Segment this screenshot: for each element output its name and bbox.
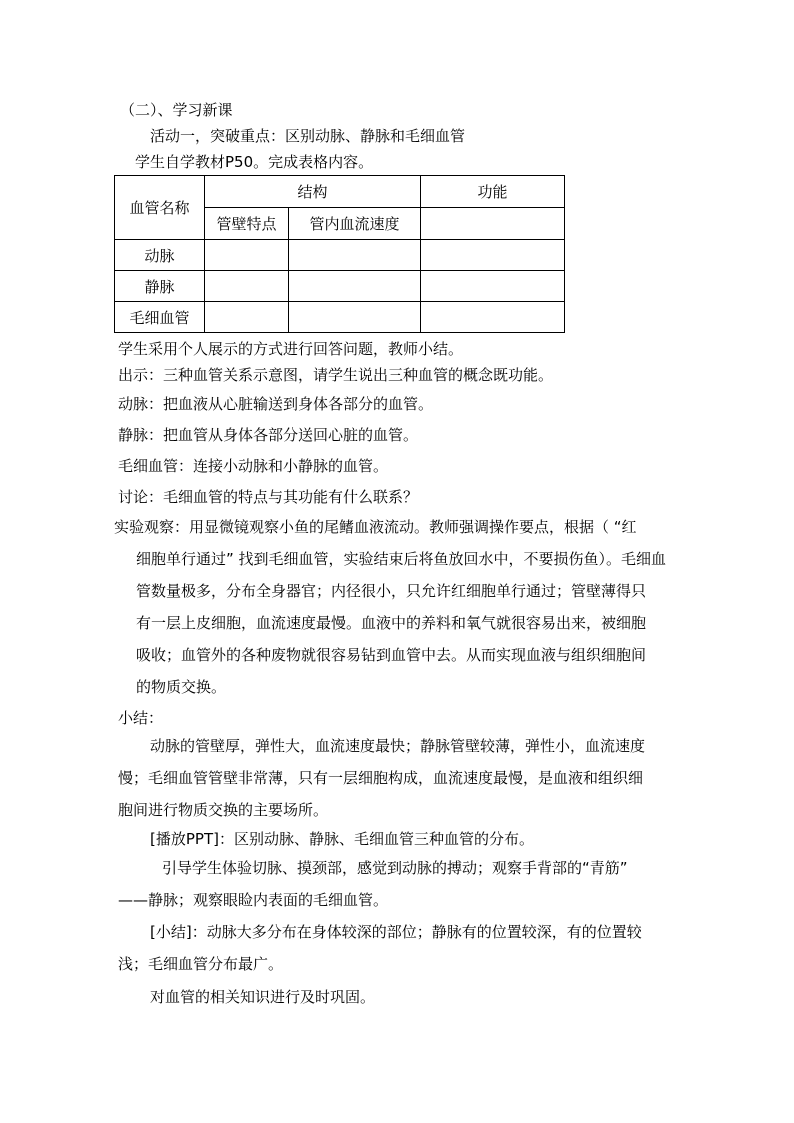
table-cell bbox=[205, 240, 289, 271]
text-line: 细胞单行通过” 找到毛细血管，实验结束后将鱼放回水中，不要损伤鱼）。毛细血 bbox=[136, 550, 667, 568]
text-line: 讨论：毛细血管的特点与其功能有什么联系？ bbox=[118, 488, 419, 506]
text-line: 引导学生体验切脉、摸颈部，感觉到动脉的搏动；观察手背部的“青筋” bbox=[162, 859, 628, 877]
table-subheader-speed: 管内血流速度 bbox=[289, 208, 421, 240]
text-line: 动脉：把血液从心脏输送到身体各部分的血管。 bbox=[118, 395, 434, 413]
table-row-label: 静脉 bbox=[115, 271, 205, 302]
table-subheader-wall: 管壁特点 bbox=[205, 208, 289, 240]
activity-line: 活动一，突破重点：区别动脉、静脉和毛细血管 bbox=[150, 127, 466, 145]
summary2-paragraph bbox=[118, 916, 642, 980]
table-cell bbox=[289, 302, 421, 333]
table-header-function: 功能 bbox=[421, 176, 565, 208]
text-line: 动脉的管壁厚，弹性大，血流速度最快；静脉管壁较薄，弹性小，血流速度 bbox=[150, 737, 646, 755]
section-title: （二）、学习新课 bbox=[120, 101, 233, 119]
text-line: 管数量极多，分布全身器官；内径很小，只允许红细胞单行通过；管壁薄得只 bbox=[136, 582, 647, 600]
table-row-label: 毛细血管 bbox=[115, 302, 205, 333]
text-line: [小结]：动脉大多分布在身体较深的部位；静脉有的位置较深，有的位置较 bbox=[150, 923, 642, 941]
summary-paragraph bbox=[118, 730, 645, 826]
text-line: 吸收；血管外的各种废物就很容易钻到血管中去。从而实现血液与组织细胞间 bbox=[136, 646, 647, 664]
table-cell bbox=[421, 240, 565, 271]
summary-label: 小结： bbox=[118, 709, 164, 727]
ppt-line: [播放PPT]：区别动脉、静脉、毛细血管三种血管的分布。 bbox=[150, 830, 534, 848]
guide-paragraph bbox=[118, 852, 628, 916]
experiment-paragraph bbox=[114, 511, 666, 703]
text-line: 实验观察：用显微镜观察小鱼的尾鳍血液流动。教师强调操作要点，根据（ “红 bbox=[114, 518, 637, 536]
text-line: 出示：三种血管关系示意图，请学生说出三种血管的概念既功能。 bbox=[118, 366, 554, 384]
table-cell bbox=[205, 271, 289, 302]
text-line: 慢；毛细血管管壁非常薄，只有一层细胞构成，血流速度最慢，是血液和组织细 bbox=[118, 769, 644, 787]
self-study-line: 学生自学教材P50。完成表格内容。 bbox=[135, 153, 374, 171]
text-line: 浅；毛细血管分布最广。 bbox=[118, 955, 284, 973]
text-line: ——静脉；观察眼睑内表面的毛细血管。 bbox=[118, 891, 389, 909]
table-row bbox=[115, 271, 565, 302]
table-header-structure: 结构 bbox=[205, 176, 421, 208]
table-cell bbox=[421, 271, 565, 302]
consolidate-line: 对血管的相关知识进行及时巩固。 bbox=[150, 988, 376, 1006]
text-line: 的物质交换。 bbox=[136, 678, 227, 696]
table-cell bbox=[421, 302, 565, 333]
text-line: 静脉：把血管从身体各部分送回心脏的血管。 bbox=[118, 426, 419, 444]
table-row bbox=[115, 240, 565, 271]
text-line: 胞间进行物质交换的主要场所。 bbox=[118, 801, 329, 819]
table-header-name: 血管名称 bbox=[115, 176, 205, 240]
text-line: 学生采用个人展示的方式进行回答问题，教师小结。 bbox=[118, 340, 464, 358]
text-line: 有一层上皮细胞，血流速度最慢。血液中的养料和氧气就很容易出来，被细胞 bbox=[136, 614, 647, 632]
table-cell bbox=[289, 240, 421, 271]
table-cell bbox=[205, 302, 289, 333]
text-line: 毛细血管：连接小动脉和小静脉的血管。 bbox=[118, 457, 389, 475]
table-row bbox=[115, 302, 565, 333]
table-row-label: 动脉 bbox=[115, 240, 205, 271]
vessel-table bbox=[114, 175, 565, 333]
table-cell bbox=[421, 208, 565, 240]
table-cell bbox=[289, 271, 421, 302]
